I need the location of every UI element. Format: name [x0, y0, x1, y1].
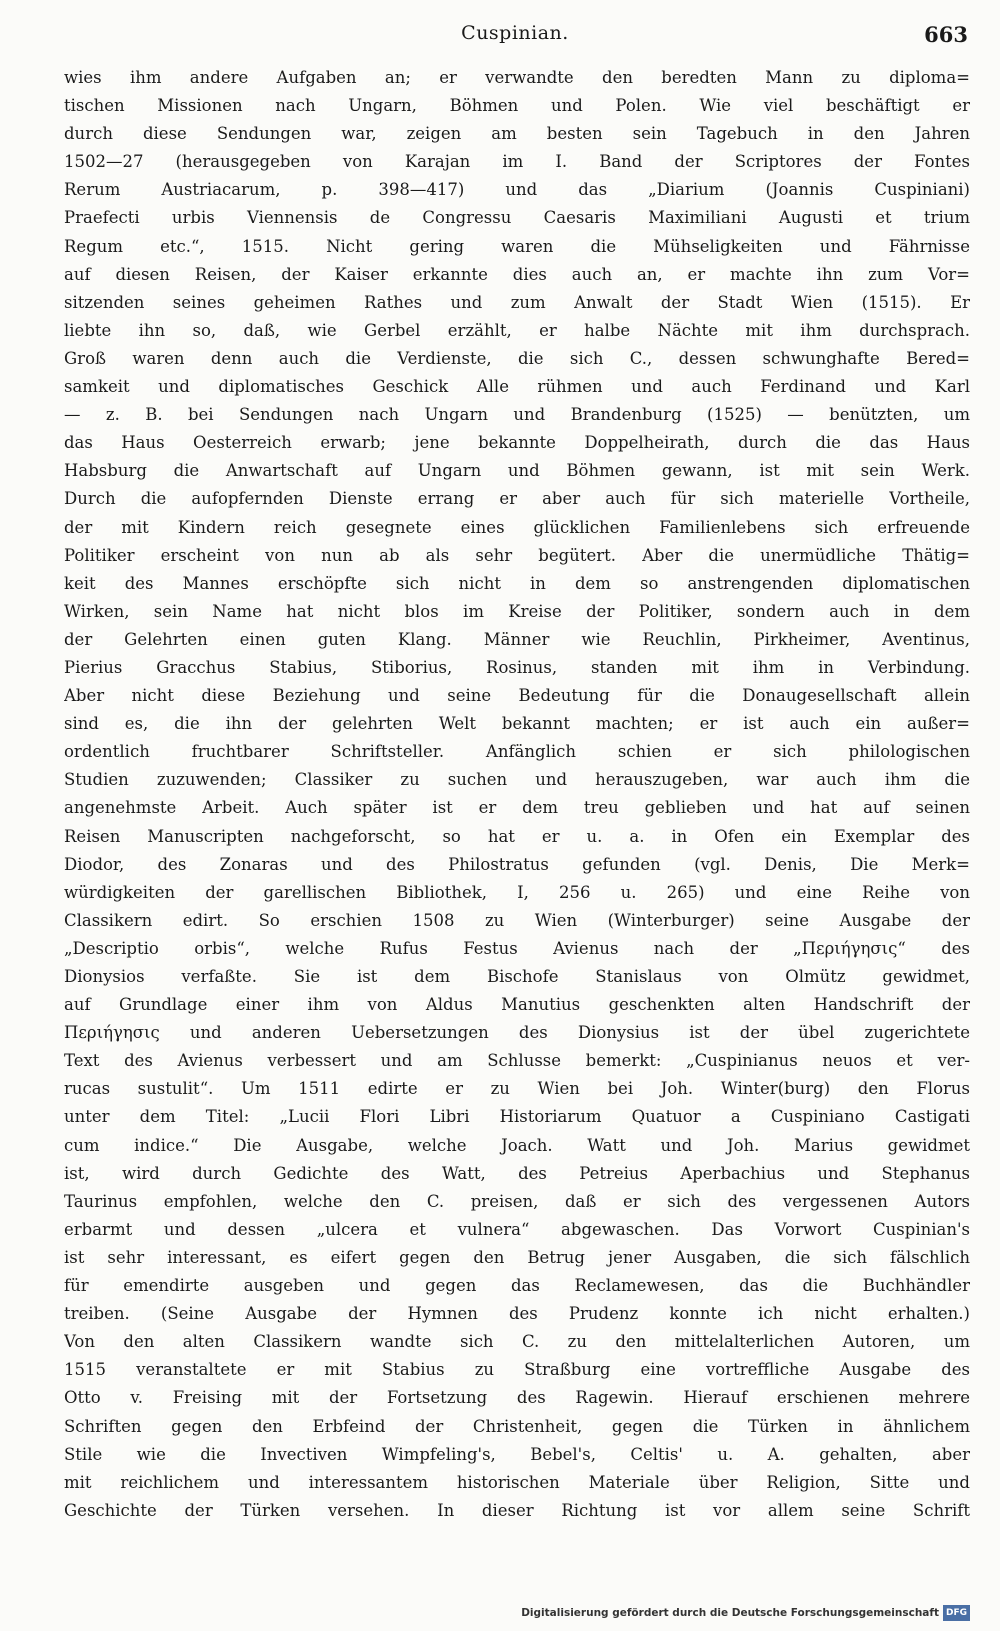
- text-line: Groß waren denn auch die Verdienste, die sich C., dessen schwunghafte Bered=: [64, 348, 970, 368]
- text-line: Reisen Manuscripten nachgeforscht, so hat er u. a. in Ofen ein Exemplar des: [64, 826, 970, 846]
- running-title: Cuspinian.: [461, 22, 569, 44]
- text-line: 1515 veranstaltete er mit Stabius zu Straßburg eine vortreffliche Ausgabe des: [64, 1360, 970, 1380]
- text-line: erbarmt und dessen „ulcera et vulnera“ abgewaschen. Das Vorwort Cuspinian's: [64, 1219, 970, 1239]
- text-line: Regum etc.“, 1515. Nicht gering waren die Mühseligkeiten und Fährnisse: [64, 236, 970, 256]
- text-line: Schriften gegen den Erbfeind der Christenheit, gegen die Türken in ähnlichem: [64, 1416, 970, 1436]
- text-line: Dionysios verfaßte. Sie ist dem Bischofe Stanislaus von Olmütz gewidmet,: [64, 967, 970, 986]
- text-line: Taurinus empfohlen, welche den C. preisen, daß er sich des vergessenen Autors: [64, 1191, 970, 1211]
- text-line: Rerum Austriacarum, p. 398—417) und das „Diarium (Joannis Cuspiniani): [64, 180, 970, 200]
- text-line: Wirken, sein Name hat nicht blos im Kreise der Politiker, sondern auch in dem: [64, 601, 970, 621]
- body-text: [64, 64, 970, 1600]
- text-line: Politiker erscheint von nun ab als sehr begütert. Aber die unermüdliche Thätig=: [64, 545, 970, 565]
- running-head: [62, 22, 968, 56]
- text-line: mit reichlichem und interessantem historischen Materiale über Religion, Sitte und: [64, 1472, 970, 1492]
- text-line: der Gelehrten einen guten Klang. Männer wie Reuchlin, Pirkheimer, Aventinus,: [64, 629, 970, 649]
- text-line: keit des Mannes erschöpfte sich nicht in dem so anstrengenden diplomatischen: [64, 573, 970, 593]
- text-line: Pierius Gracchus Stabius, Stiborius, Rosinus, standen mit ihm in Verbindung.: [64, 657, 970, 677]
- text-line: durch diese Sendungen war, zeigen am besten sein Tagebuch in den Jahren: [64, 124, 970, 144]
- text-line: für emendirte ausgeben und gegen das Reclamewesen, das die Buchhändler: [64, 1276, 970, 1296]
- text-line: 1502—27 (herausgegeben von Karajan im I. Band der Scriptores der Fontes: [64, 152, 970, 172]
- text-line: auf Grundlage einer ihm von Aldus Manutius geschenkten alten Handschrift der: [64, 995, 970, 1015]
- footer: [521, 1603, 970, 1623]
- text-line: tischen Missionen nach Ungarn, Böhmen und Polen. Wie viel beschäftigt er: [64, 96, 970, 116]
- text-line: Studien zuzuwenden; Classiker zu suchen und herauszugeben, war auch ihm die: [64, 770, 970, 790]
- text-line: sitzenden seines geheimen Rathes und zum Anwalt der Stadt Wien (1515). Er: [64, 292, 970, 312]
- text-line: Geschichte der Türken versehen. In dieser Richtung ist vor allem seine Schrift: [64, 1500, 970, 1520]
- text-line: ist, wird durch Gedichte des Watt, des Petreius Aperbachius und Stephanus: [64, 1163, 970, 1183]
- text-line: Stile wie die Invectiven Wimpfeling's, Bebel's, Celtis' u. A. gehalten, aber: [64, 1444, 970, 1464]
- text-line: samkeit und diplomatisches Geschick Alle rühmen und auch Ferdinand und Karl: [64, 377, 970, 397]
- text-line: Durch die aufopfernden Dienste errang er aber auch für sich materielle Vortheile,: [64, 489, 970, 509]
- text-line: Habsburg die Anwartschaft auf Ungarn und Böhmen gewann, ist mit sein Werk.: [64, 461, 970, 481]
- text-line: Aber nicht diese Beziehung und seine Bedeutung für die Donaugesellschaft allein: [64, 686, 970, 706]
- text-line: sind es, die ihn der gelehrten Welt bekannt machten; er ist auch ein außer=: [64, 714, 970, 734]
- text-line: das Haus Oesterreich erwarb; jene bekannte Doppelheirath, durch die das Haus: [64, 433, 970, 453]
- text-line: — z. B. bei Sendungen nach Ungarn und Brandenburg (1525) — benützten, um: [64, 405, 970, 425]
- footer-credit: Digitalisierung gefördert durch die Deutsche Forschungsgemeinschaft: [521, 1607, 939, 1619]
- text-line: Περιήγησις und anderen Uebersetzungen des Dionysius ist der übel zugerichtete: [64, 1023, 970, 1043]
- text-line: auf diesen Reisen, der Kaiser erkannte dies auch an, er machte ihn zum Vor=: [64, 264, 970, 284]
- page-number: 663: [924, 22, 968, 47]
- text-line: cum indice.“ Die Ausgabe, welche Joach. Watt und Joh. Marius gewidmet: [64, 1135, 970, 1155]
- text-line: Text des Avienus verbessert und am Schlusse bemerkt: „Cuspinianus neuos et ver-: [64, 1051, 970, 1071]
- text-line: unter dem Titel: „Lucii Flori Libri Historiarum Quatuor a Cuspiniano Castigati: [64, 1107, 970, 1127]
- text-line: treiben. (Seine Ausgabe der Hymnen des Prudenz konnte ich nicht erhalten.): [64, 1304, 970, 1324]
- text-line: angenehmste Arbeit. Auch später ist er dem treu geblieben und hat auf seinen: [64, 798, 970, 818]
- text-line: wies ihm andere Aufgaben an; er verwandte den beredten Mann zu diploma=: [64, 68, 970, 87]
- text-line: Otto v. Freising mit der Fortsetzung des Ragewin. Hierauf erschienen mehrere: [64, 1388, 970, 1408]
- text-line: rucas sustulit“. Um 1511 edirte er zu Wien bei Joh. Winter(burg) den Florus: [64, 1079, 970, 1099]
- text-line: Von den alten Classikern wandte sich C. zu den mittelalterlichen Autoren, um: [64, 1332, 970, 1352]
- text-line: Praefecti urbis Viennensis de Congressu Caesaris Maximiliani Augusti et trium: [64, 208, 970, 228]
- text-line: Diodor, des Zonaras und des Philostratus gefunden (vgl. Denis, Die Merk=: [64, 854, 970, 874]
- text-line: der mit Kindern reich gesegnete eines glücklichen Familienlebens sich erfreuende: [64, 517, 970, 537]
- text-line: Classikern edirt. So erschien 1508 zu Wien (Winterburger) seine Ausgabe der: [64, 910, 970, 930]
- text-line: ist sehr interessant, es eifert gegen den Betrug jener Ausgaben, die sich fälschlich: [64, 1247, 970, 1267]
- dfg-logo: DFG: [943, 1605, 970, 1621]
- text-line: liebte ihn so, daß, wie Gerbel erzählt, er halbe Nächte mit ihm durchsprach.: [64, 320, 970, 340]
- text-line: würdigkeiten der garellischen Bibliothek, I, 256 u. 265) und eine Reihe von: [64, 882, 970, 902]
- text-line: „Descriptio orbis“, welche Rufus Festus Avienus nach der „Περιήγησις“ des: [64, 938, 970, 958]
- text-line: ordentlich fruchtbarer Schriftsteller. Anfänglich schien er sich philologischen: [64, 742, 970, 762]
